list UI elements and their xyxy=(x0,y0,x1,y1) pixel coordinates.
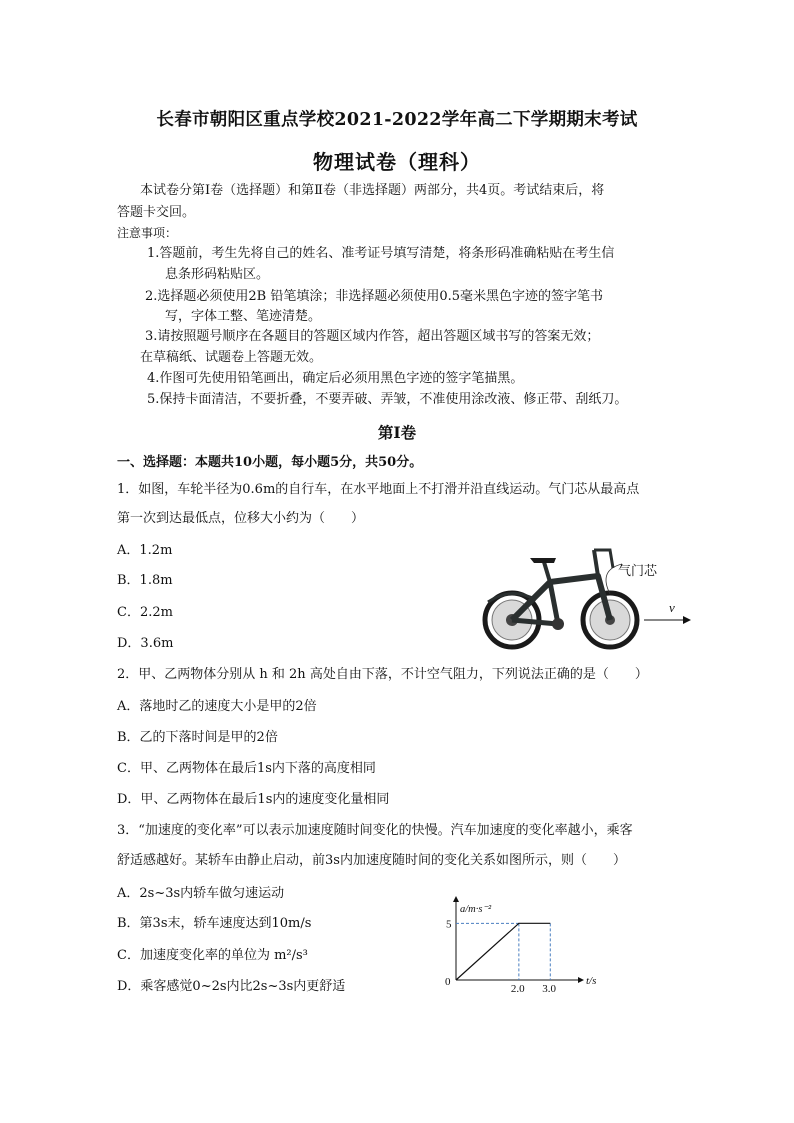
q1-option-c: C．2.2m xyxy=(117,605,173,620)
notice-item: 3.请按照题号顺序在各题目的答题区域内作答，超出答题区域书写的答案无效； xyxy=(145,329,600,344)
exam-subtitle: 物理试卷（理科） xyxy=(313,150,481,174)
tick-label: 2.0 xyxy=(510,983,525,995)
q1-option-b: B．1.8m xyxy=(117,573,173,588)
tick-label: 0 xyxy=(445,976,451,988)
valve-label: 气门芯 xyxy=(618,563,658,578)
q3-option-d: D．乘客感觉0~2s内比2s~3s内更舒适 xyxy=(117,979,346,994)
q1-option-a: A．1.2m xyxy=(117,543,173,558)
section-heading: 一、选择题：本题共10小题，每小题5分，共50分。 xyxy=(117,455,423,470)
q3-option-a: A．2s~3s内轿车做匀速运动 xyxy=(117,886,285,901)
q3-stem-line-1: 3．“加速度的变化率”可以表示加速度随时间变化的快慢。汽车加速度的变化率越小，乘客 xyxy=(117,823,633,838)
q1-stem-line-1: 1．如图，车轮半径为0.6m的自行车，在水平地面上不打滑并沿直线运动。气门芯从最高点 xyxy=(117,482,640,497)
tick-label: 5 xyxy=(446,918,452,931)
bicycle-figure xyxy=(470,540,695,660)
q3-stem-line-2: 舒适感越好。某轿车由静止启动，前3s内加速度随时间的变化关系如图所示，则（ ） xyxy=(117,853,626,868)
intro-line-1: 本试卷分第Ⅰ卷（选择题）和第Ⅱ卷（非选择题）两部分，共4页。考试结束后，将 xyxy=(140,183,605,198)
q2-option-a: A．落地时乙的速度大小是甲的2倍 xyxy=(117,699,317,714)
notice-item: 4.作图可先使用铅笔画出，确定后必须用黑色字迹的签字笔描黑。 xyxy=(147,371,524,386)
q2-stem: 2．甲、乙两物体分别从 h 和 2h 高处自由下落，不计空气阻力，下列说法正确的是（ ） xyxy=(117,667,648,682)
x-axis-arrow xyxy=(578,977,584,983)
q3-option-b: B．第3s末，轿车速度达到10m/s xyxy=(117,916,312,931)
notice-item: 5.保持卡面清洁，不要折叠，不要弄破、弄皱，不准使用涂改液、修正带、刮纸刀。 xyxy=(147,392,628,407)
y-axis-label: a/m·s⁻² xyxy=(460,904,492,915)
notice-item: 1.答题前，考生先将自己的姓名、准考证号填写清楚，将条形码准确粘贴在考生信 xyxy=(147,246,615,261)
velocity-label: v xyxy=(669,600,675,615)
q3-option-c: C．加速度变化率的单位为 m²/s³ xyxy=(117,948,308,963)
notice-item: 息条形码粘贴区。 xyxy=(165,267,270,282)
series-line xyxy=(456,923,550,980)
notice-item: 在草稿纸、试题卷上答题无效。 xyxy=(140,350,323,365)
tick-label: 3.0 xyxy=(542,983,557,995)
q2-option-c: C．甲、乙两物体在最后1s内下落的高度相同 xyxy=(117,761,376,776)
notice-item: 写，字体工整、笔迹清楚。 xyxy=(165,309,322,324)
intro-line-2: 答题卡交回。 xyxy=(117,205,196,220)
q1-stem-line-2: 第一次到达最低点，位移大小约为（ ） xyxy=(117,511,365,526)
acceleration-time-chart xyxy=(438,900,597,995)
x-axis-label: t/s xyxy=(586,975,597,987)
notice-item: 2.选择题必须使用2B 铅笔填涂；非选择题必须使用0.5毫米黑色字迹的签字笔书 xyxy=(145,289,604,304)
q2-option-d: D．甲、乙两物体在最后1s内的速度变化量相同 xyxy=(117,792,390,807)
q1-option-d: D．3.6m xyxy=(117,636,174,651)
section-title: 第Ⅰ卷 xyxy=(377,423,417,442)
y-axis-arrow xyxy=(453,896,459,902)
notice-label: 注意事项： xyxy=(117,226,178,240)
exam-title: 长春市朝阳区重点学校2021-2022学年高二下学期期末考试 xyxy=(156,110,638,130)
q2-option-b: B．乙的下落时间是甲的2倍 xyxy=(117,730,278,745)
